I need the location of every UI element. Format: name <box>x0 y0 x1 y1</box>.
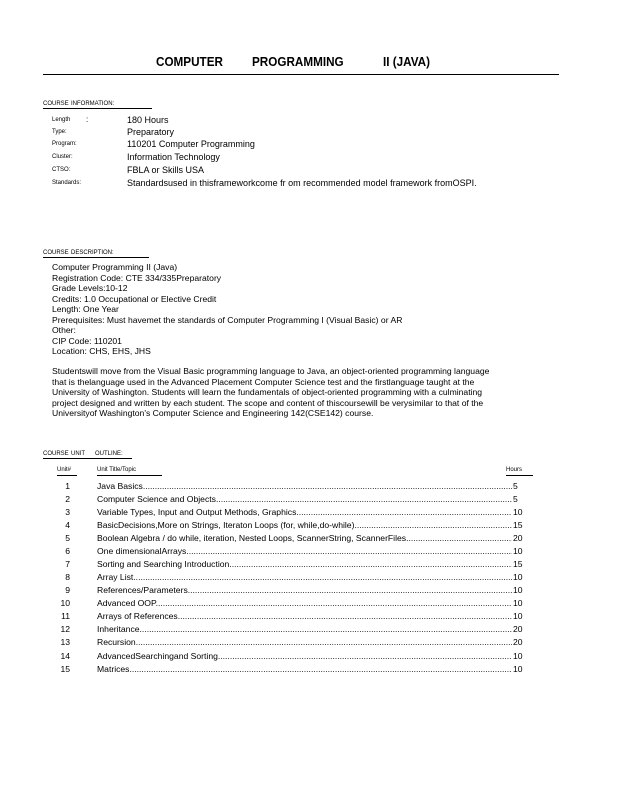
unit-hours: 10 <box>513 664 523 674</box>
unit-topic: Variable Types, Input and Output Methods, Graphics ..... <box>97 506 512 519</box>
info-value: 180 Hours <box>127 115 169 125</box>
unit-hours: 10 <box>513 546 523 556</box>
heading-word: COURSE <box>43 451 69 457</box>
info-label: Program: <box>52 141 77 147</box>
description-line: Other: <box>52 325 76 335</box>
unit-number: 9 <box>65 585 70 595</box>
description-line: Length: One Year <box>52 304 119 314</box>
unit-topic: Sorting and Searching Introduction ..... <box>97 558 512 571</box>
description-line: Computer Programming II (Java) <box>52 262 178 272</box>
unit-topic: BasicDecisions,More on Strings, Iteraton Loops (for, while,do-while) ..... <box>97 519 512 532</box>
info-label: Cluster: <box>52 154 73 160</box>
unit-number: 6 <box>65 546 70 556</box>
description-line: Grade Levels:10-12 <box>52 283 128 293</box>
unit-row <box>52 584 542 597</box>
unit-number: 14 <box>60 651 70 661</box>
info-colon: : <box>86 115 89 124</box>
unit-number: 7 <box>65 559 70 569</box>
unit-row <box>52 650 542 663</box>
info-value: FBLA or Skills USA <box>127 165 205 175</box>
unit-topic: Inheritance ..... <box>97 623 512 636</box>
section-heading-course-information <box>43 100 152 109</box>
column-header-unit-number: Unit# <box>57 466 77 476</box>
unit-row <box>52 623 542 636</box>
unit-number: 5 <box>65 533 70 543</box>
unit-number: 15 <box>60 664 70 674</box>
title-rule <box>43 74 559 75</box>
unit-topic: Advanced OOP ..... <box>97 597 512 610</box>
heading-word: UNIT <box>71 451 85 457</box>
info-label: CTSO: <box>52 167 71 173</box>
info-value: 110201 Computer Programming <box>127 139 255 149</box>
unit-hours: 10 <box>513 585 523 595</box>
unit-hours: 10 <box>513 611 523 621</box>
unit-topic: Array List ..... <box>97 571 512 584</box>
unit-number: 1 <box>65 481 70 491</box>
unit-topic: Matrices ..... <box>97 663 512 676</box>
unit-row <box>52 610 542 623</box>
heading-word: OUTLINE: <box>95 451 123 457</box>
unit-hours: 20 <box>513 624 523 634</box>
info-value: Preparatory <box>127 127 175 137</box>
unit-row <box>52 597 542 610</box>
description-line: Registration Code: CTE 334/335Preparatory <box>52 272 222 283</box>
unit-number: 2 <box>65 494 70 504</box>
unit-row <box>52 545 542 558</box>
section-heading-course-description <box>43 249 149 258</box>
unit-hours: 10 <box>513 598 523 608</box>
unit-row <box>52 519 542 532</box>
unit-topic: One dimensionalArrays ..... <box>97 545 512 558</box>
unit-number: 4 <box>65 520 70 530</box>
unit-hours: 15 <box>513 559 523 569</box>
unit-row <box>52 663 542 676</box>
heading-word: INFORMATION: <box>71 101 115 107</box>
unit-row <box>52 636 542 649</box>
description-line: CIP Code: 110201 <box>52 335 122 346</box>
paragraph-line: Universityof Washington's Computer Science and Engineering 142(CSE142) course. <box>52 408 374 418</box>
heading-word: COURSE <box>43 101 69 107</box>
unit-topic: Arrays of References ..... <box>97 610 512 623</box>
paragraph-line: that is thelanguage used in the Advanced Placement Computer Science test and the firstlanguage taught at the <box>52 376 475 387</box>
unit-number: 13 <box>60 637 70 647</box>
paragraph-line: project designed and written by each student. The scope and content of thiscoursewill be verysimilar to that of the <box>52 397 484 408</box>
info-label: Type: <box>52 129 67 135</box>
description-details <box>52 262 402 357</box>
unit-topic: References/Parameters ..... <box>97 584 512 597</box>
info-label: Standards: <box>52 180 82 186</box>
unit-row <box>52 571 542 584</box>
info-value: Information Technology <box>127 152 220 162</box>
description-line: Prerequisites: Must havemet the standards of Computer Programming I (Visual Basic) or AR <box>52 314 403 325</box>
info-value: Standardsused in thisframeworkcome fr om recommended model framework fromOSPI. <box>127 178 477 188</box>
heading-word: COURSE <box>43 250 69 256</box>
unit-row <box>52 493 542 506</box>
description-line: Credits: 1.0 Occupational or Elective Credit <box>52 293 217 304</box>
unit-hours: 10 <box>513 572 523 582</box>
unit-hours: 10 <box>513 651 523 661</box>
unit-number: 10 <box>60 598 70 608</box>
paragraph-line: Studentswill move from the Visual Basic programming language to Java, an object-oriented programming language <box>52 366 490 376</box>
unit-topic: Java Basics ..... <box>97 480 512 493</box>
paragraph-line: University of Washington. Students will learn the fundamentals of object-oriented programming with a culminating <box>52 387 483 397</box>
section-heading-course-unit-outline <box>43 450 132 459</box>
unit-topic: Boolean Algebra / do while, iteration, Nested Loops, ScannerString, ScannerFiles ..... <box>97 532 512 545</box>
column-header-hours: Hours <box>506 466 533 476</box>
unit-number: 12 <box>60 624 70 634</box>
unit-topic: Recursion ..... <box>97 636 512 649</box>
title-word: II (JAVA) <box>383 54 431 69</box>
description-paragraph <box>52 366 489 419</box>
unit-number: 8 <box>65 572 70 582</box>
unit-topic: AdvancedSearchingand Sorting ..... <box>97 650 512 663</box>
unit-row <box>52 558 542 571</box>
document-title <box>0 54 618 72</box>
unit-row <box>52 480 542 493</box>
unit-row <box>52 506 542 519</box>
description-line: Location: CHS, EHS, JHS <box>52 346 151 356</box>
unit-hours: 20 <box>513 533 523 543</box>
unit-number: 11 <box>61 611 70 621</box>
unit-hours: 5 <box>513 481 518 491</box>
unit-hours: 10 <box>513 507 523 517</box>
title-word: PROGRAMMING <box>252 54 344 69</box>
unit-hours: 5 <box>513 494 518 504</box>
unit-row <box>52 532 542 545</box>
heading-word: DESCRIPTION: <box>71 250 114 256</box>
unit-number: 3 <box>65 507 70 517</box>
unit-hours: 15 <box>513 520 523 530</box>
title-word: COMPUTER <box>156 54 223 69</box>
unit-hours: 20 <box>513 637 523 647</box>
column-header-title-topic: Unit Title/Topic <box>97 466 162 476</box>
unit-topic: Computer Science and Objects ..... <box>97 493 512 506</box>
info-label: Length <box>52 117 71 123</box>
